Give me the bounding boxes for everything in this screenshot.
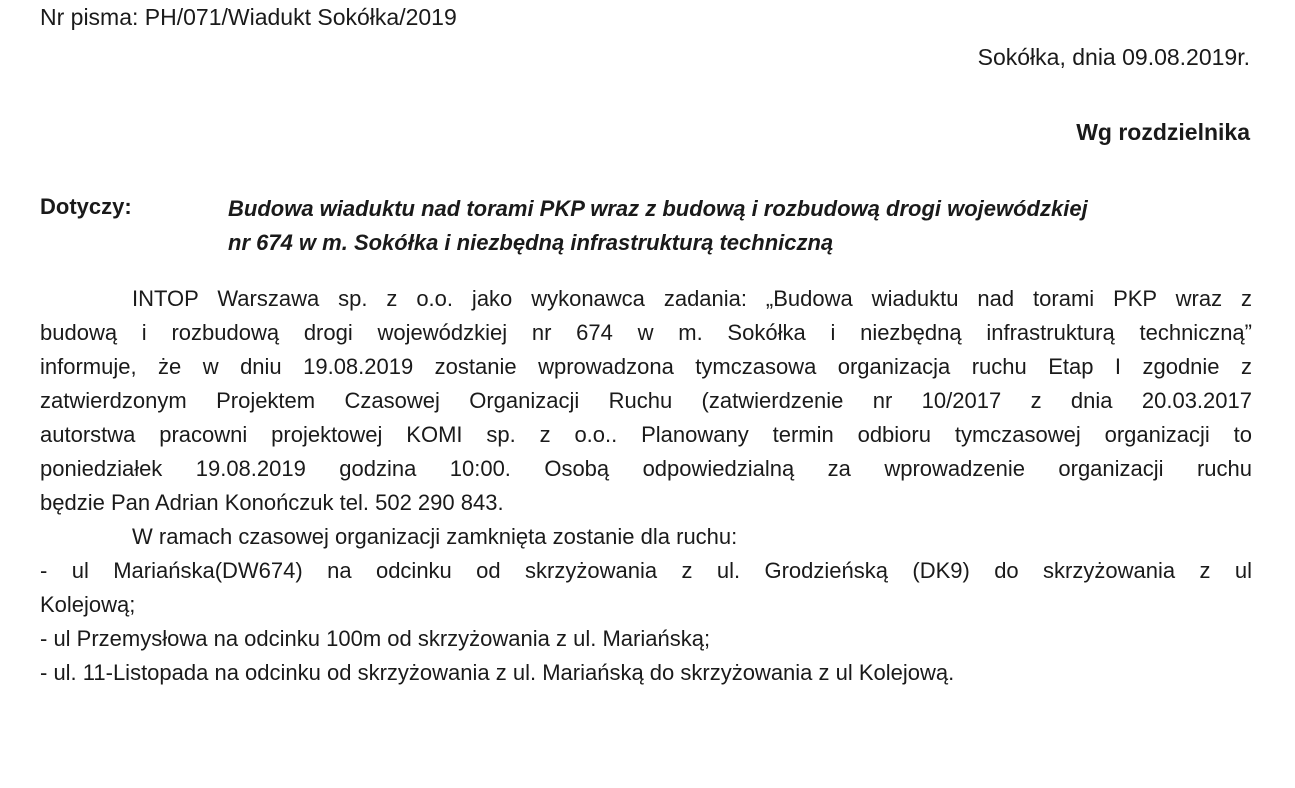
body-line: informuje, że w dniu 19.08.2019 zostanie wprowadzona tymczasowa organizacja ruchu Etap I zgodnie z (40, 354, 1252, 379)
subject-label: Dotyczy: (40, 194, 132, 219)
subject-line: nr 674 w m. Sokółka i niezbędną infrastrukturą techniczną (228, 230, 834, 255)
closure-item: - ul Przemysłowa na odcinku 100m od skrzyżowania z ul. Mariańską; (40, 626, 711, 651)
subject-text (228, 192, 1248, 260)
body-line: budową i rozbudową drogi wojewódzkiej nr 674 w m. Sokółka i niezbędną infrastrukturą techniczną” (40, 320, 1252, 345)
closure-item: - ul Mariańska(DW674) na odcinku od skrzyżowania z ul. Grodzieńską (DK9) do skrzyżowania z ul (40, 558, 1252, 583)
letter-body (40, 282, 1252, 690)
subject-line: Budowa wiaduktu nad torami PKP wraz z budową i rozbudową drogi wojewódzkiej (228, 196, 1088, 221)
letter-number: Nr pisma: PH/071/Wiadukt Sokółka/2019 (40, 4, 457, 30)
body-line: zatwierdzonym Projektem Czasowej Organizacji Ruchu (zatwierdzenie nr 10/2017 z dnia 20.03.2017 (40, 388, 1252, 413)
closure-intro: W ramach czasowej organizacji zamknięta zostanie dla ruchu: (132, 524, 738, 549)
closure-item: - ul. 11-Listopada na odcinku od skrzyżowania z ul. Mariańską do skrzyżowania z ul Kolejową. (40, 660, 955, 685)
body-line: będzie Pan Adrian Konończuk tel. 502 290 843. (40, 490, 504, 515)
body-line: autorstwa pracowni projektowej KOMI sp. z o.o.. Planowany termin odbioru tymczasowej organizacji to (40, 422, 1252, 447)
body-line: poniedziałek 19.08.2019 godzina 10:00. Osobą odpowiedzialną za wprowadzenie organizacji ruchu (40, 456, 1252, 481)
recipients-heading: Wg rozdzielnika (1076, 119, 1250, 145)
closure-item-continuation: Kolejową; (40, 592, 136, 617)
place-and-date: Sokółka, dnia 09.08.2019r. (977, 44, 1250, 70)
body-line: INTOP Warszawa sp. z o.o. jako wykonawca zadania: „Budowa wiaduktu nad torami PKP wraz z (132, 286, 1252, 311)
